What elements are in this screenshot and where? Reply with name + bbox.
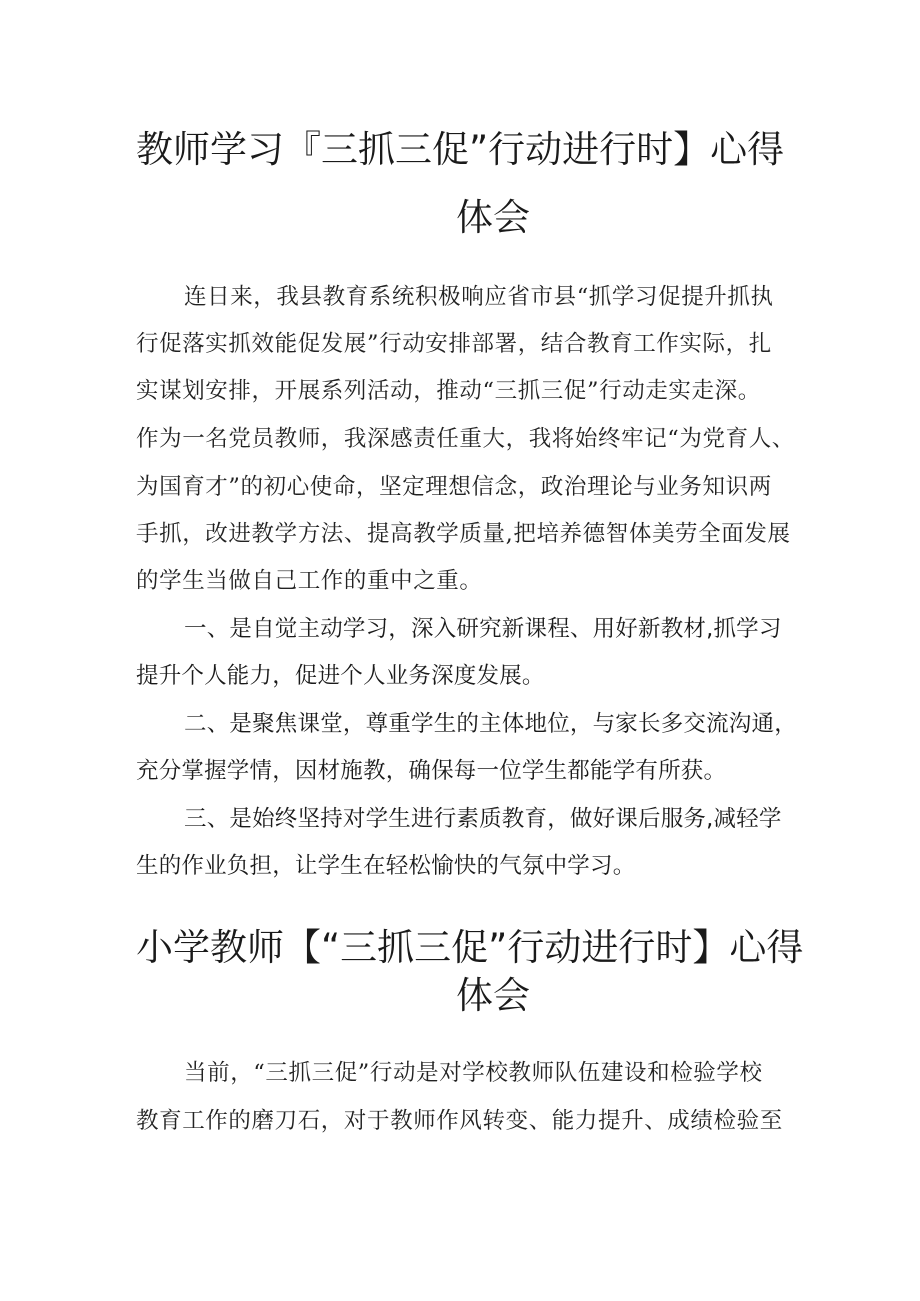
article1-intro-line: 作为一名党员教师，我深感责任重大，我将始终牢记“为党育人、	[136, 426, 795, 452]
article1-intro-line: 行促落实抓效能促发展”行动安排部署，结合教育工作实际，扎	[136, 331, 772, 357]
article1-intro-line: 的学生当做自己工作的重中之重。	[136, 568, 483, 594]
article1-point3-line: 生的作业负担，让学生在轻松愉快的气氛中学习。	[136, 853, 636, 879]
article1-intro-line: 实谋划安排，开展系列活动，推动“三抓三促”行动走实走深。	[136, 378, 761, 404]
article1-point1-line: 一、是自觉主动学习，深入研究新课程、用好新教材,抓学习	[184, 616, 782, 642]
article2-intro-line: 当前，“三抓三促”行动是对学校教师队伍建设和检验学校	[184, 1060, 763, 1086]
article2-title-line2: 体会	[456, 974, 530, 1017]
article1-title-line2: 体会	[456, 196, 530, 239]
article1-point3-line: 三、是始终坚持对学生进行素质教育，做好课后服务,减轻学	[184, 806, 782, 832]
article2-title-line1: 小学教师【“三抓三促”行动进行时】心得	[136, 926, 804, 969]
article1-point2-line: 充分掌握学情，因材施教，确保每一位学生都能学有所获。	[136, 758, 727, 784]
article1-intro-line: 手抓，改进教学方法、提高教学质量,把培养德智体美劳全面发展	[136, 521, 791, 547]
article1-intro-line: 连日来，我县教育系统积极响应省市县“抓学习促提升抓执	[184, 284, 774, 310]
article1-point2-line: 二、是聚焦课堂，尊重学生的主体地位，与家长多交流沟通，	[184, 711, 797, 737]
article1-intro-line: 为国育才”的初心使命，坚定理想信念，政治理论与业务知识两	[136, 474, 772, 500]
article2-intro-line: 教育工作的磨刀石，对于教师作风转变、能力提升、成绩检验至	[136, 1108, 783, 1134]
article1-point1-line: 提升个人能力，促进个人业务深度发展。	[136, 663, 545, 689]
article1-title-line1: 教师学习『三抓三促”行动进行时】心得	[136, 128, 785, 171]
